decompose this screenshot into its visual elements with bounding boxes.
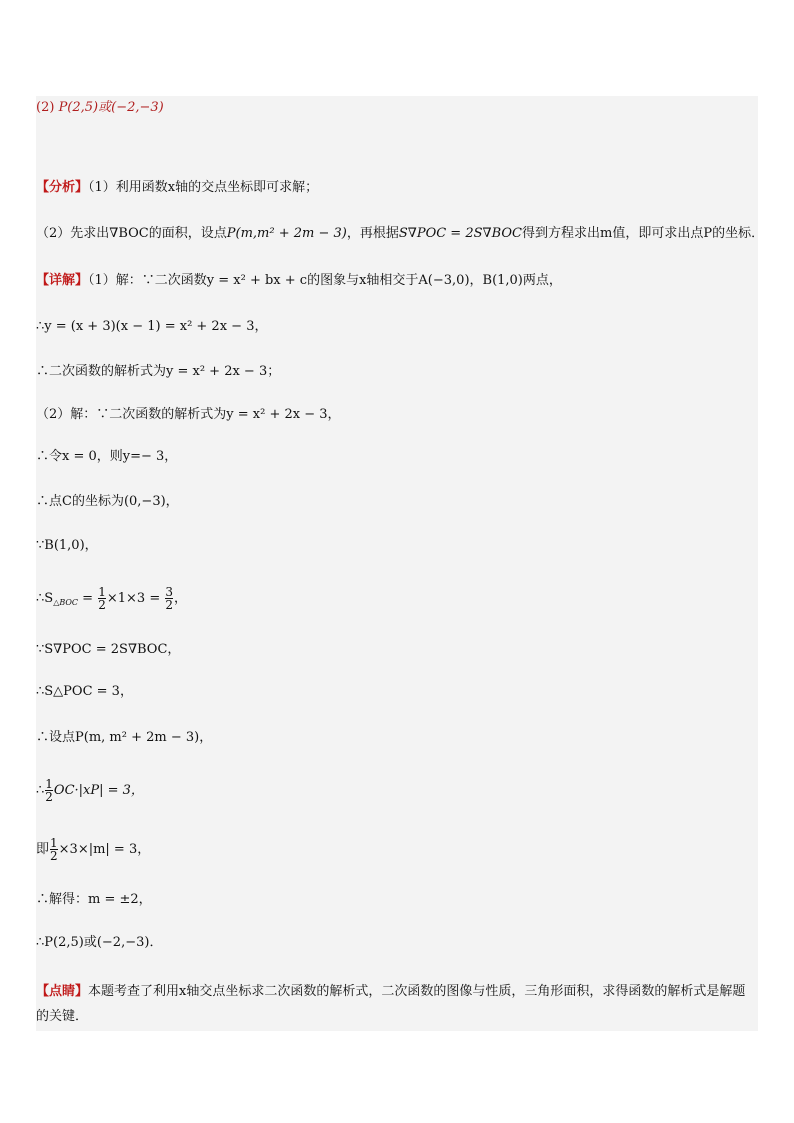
- detail-line-13: [36, 837, 150, 862]
- therefore-sign: ∴: [36, 783, 45, 798]
- denominator: 2: [98, 598, 106, 612]
- detail-line-9: ∵S∇POC = 2S∇BOC，: [36, 642, 181, 657]
- detail-line-5: ∴令x = 0，则y=− 3，: [36, 449, 178, 464]
- analysis-point: P(m,m² + 2m − 3): [226, 226, 347, 241]
- numerator: 1: [45, 777, 53, 791]
- detail-line-12: [36, 778, 144, 803]
- answer-label: (2): [36, 100, 55, 115]
- area-symbol: ∴S: [36, 591, 54, 606]
- fraction-one-half: [45, 778, 53, 803]
- detail-line-6: ∴点C的坐标为(0,−3)，: [36, 494, 179, 509]
- answer-line: [36, 98, 164, 118]
- analysis-part2-a: （2）先求出∇BOC的面积，设点: [36, 226, 227, 241]
- namely-word: 即: [36, 842, 50, 857]
- denominator: 2: [165, 598, 173, 612]
- detail-line-14: ∴解得：m = ±2，: [36, 892, 152, 907]
- detail-line-7: ∵B(1,0)，: [36, 538, 98, 553]
- analysis-line-2: [36, 224, 764, 244]
- detail-line-3: ∴二次函数的解析式为y = x² + 2x − 3；: [36, 364, 281, 379]
- comment-paragraph: [36, 979, 756, 1029]
- equals-sign: =: [78, 591, 98, 606]
- detail-line-1: [36, 271, 562, 291]
- numerator: 1: [50, 836, 58, 850]
- detail-tag: 【详解】: [36, 273, 89, 288]
- analysis-tag: 【分析】: [36, 180, 89, 195]
- area-expression: OC·|xP| = 3，: [53, 783, 144, 798]
- analysis-eq: S∇POC = 2S∇BOC: [398, 226, 522, 241]
- analysis-part2-c: 得到方程求出m值，即可求出点P的坐标．: [522, 226, 765, 241]
- detail-line-2: ∴y = (x + 3)(x − 1) = x² + 2x − 3，: [36, 319, 268, 334]
- comma: ，: [173, 591, 187, 606]
- detail-line-11: ∴设点P(m, m² + 2m − 3)，: [36, 730, 213, 745]
- denominator: 2: [50, 849, 58, 863]
- numerator: 3: [165, 585, 173, 599]
- analysis-part1: （1）利用函数x轴的交点坐标即可求解；: [88, 180, 319, 195]
- product: ×1×3 =: [106, 591, 165, 606]
- abs-equation: ×3×|m| = 3，: [58, 842, 151, 857]
- detail-line-10: ∴S△POC = 3，: [36, 684, 133, 699]
- comment-tag: 【点睛】: [36, 984, 89, 999]
- fraction-three-halves: [165, 586, 173, 611]
- detail-line-8: [36, 586, 187, 613]
- comment-text: 本题考查了利用x轴交点坐标求二次函数的解析式，二次函数的图像与性质，三角形面积，求得函数的解析式是解题的关键．: [36, 984, 746, 1024]
- denominator: 2: [45, 790, 53, 804]
- numerator: 1: [98, 585, 106, 599]
- detail-line-15: ∴P(2,5)或(−2,−3)．: [36, 935, 163, 950]
- area-subscript: △BOC: [53, 598, 79, 607]
- answer-text: P(2,5)或(−2,−3): [58, 100, 164, 115]
- analysis-line-1: [36, 178, 318, 198]
- fraction-one-half: [98, 586, 106, 611]
- analysis-part2-b: ，再根据: [346, 226, 399, 241]
- detail-line-4: （2）解：∵二次函数的解析式为y = x² + 2x − 3，: [36, 407, 341, 422]
- fraction-one-half: [50, 837, 58, 862]
- detail-step-1: （1）解：∵二次函数y = x² + bx + c的图象与x轴相交于A(−3,0)，B(1,0)两点，: [88, 273, 562, 288]
